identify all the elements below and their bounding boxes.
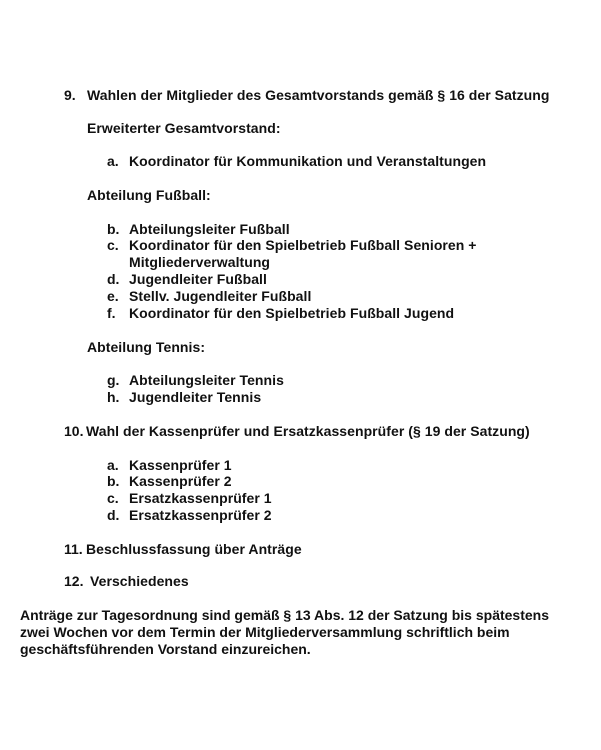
agenda-item-9-title: Wahlen der Mitglieder des Gesamtvorstands gemäß § 16 der Satzung	[87, 87, 550, 103]
list-item-letter: c.	[107, 490, 119, 506]
list-item-text: Abteilungsleiter Fußball	[129, 221, 290, 237]
list-item-text: Abteilungsleiter Tennis	[129, 372, 284, 388]
section-heading-abteilung-tennis: Abteilung Tennis:	[87, 339, 206, 355]
list-item-text: Koordinator für Kommunikation und Veranstaltungen	[129, 153, 487, 169]
list-item-text: Kassenprüfer 2	[129, 473, 232, 489]
section-heading-abteilung-fussball: Abteilung Fußball:	[87, 187, 211, 203]
list-item-text: Koordinator für den Spielbetrieb Fußball Senioren +	[129, 237, 477, 253]
list-item-letter: f.	[107, 305, 116, 321]
agenda-item-10-number: 10.	[64, 423, 84, 439]
list-item-letter: b.	[107, 221, 120, 237]
list-item-letter: a.	[107, 457, 119, 473]
list-item-letter: e.	[107, 288, 119, 304]
list-item-text: Stellv. Jugendleiter Fußball	[129, 288, 312, 304]
list-item-text: Jugendleiter Fußball	[129, 271, 267, 287]
list-item-letter: d.	[107, 507, 120, 523]
closing-note-line: Anträge zur Tagesordnung sind gemäß § 13 Abs. 12 der Satzung bis spätestens	[20, 607, 550, 623]
list-item-letter: h.	[107, 389, 120, 405]
agenda-item-12-number: 12.	[64, 573, 84, 589]
closing-note-line: geschäftsführenden Vorstand einzureichen.	[20, 641, 311, 657]
closing-note-line: zwei Wochen vor dem Termin der Mitgliederversammlung schriftlich beim	[20, 624, 510, 640]
list-item-letter: d.	[107, 271, 120, 287]
agenda-item-12-title: Verschiedenes	[90, 573, 189, 589]
agenda-item-11-number: 11.	[64, 541, 83, 557]
agenda-item-10-title: Wahl der Kassenprüfer und Ersatzkassenprüfer (§ 19 der Satzung)	[86, 423, 530, 439]
list-item-letter: b.	[107, 473, 120, 489]
list-item-letter: c.	[107, 237, 119, 253]
list-item-text: Koordinator für den Spielbetrieb Fußball Jugend	[129, 305, 455, 321]
section-heading-erweiterter-gesamtvorstand: Erweiterter Gesamtvorstand:	[87, 120, 281, 136]
list-item-text: Jugendleiter Tennis	[129, 389, 262, 405]
list-item-text: Kassenprüfer 1	[129, 457, 232, 473]
agenda-item-9-number: 9.	[64, 87, 76, 103]
list-item-text: Ersatzkassenprüfer 2	[129, 507, 272, 523]
list-item-letter: a.	[107, 153, 119, 169]
agenda-item-11-title: Beschlussfassung über Anträge	[86, 541, 302, 557]
list-item-text: Ersatzkassenprüfer 1	[129, 490, 272, 506]
closing-note	[20, 607, 600, 658]
list-item-letter: g.	[107, 372, 120, 388]
list-item-text-continuation: Mitgliederverwaltung	[129, 254, 271, 270]
